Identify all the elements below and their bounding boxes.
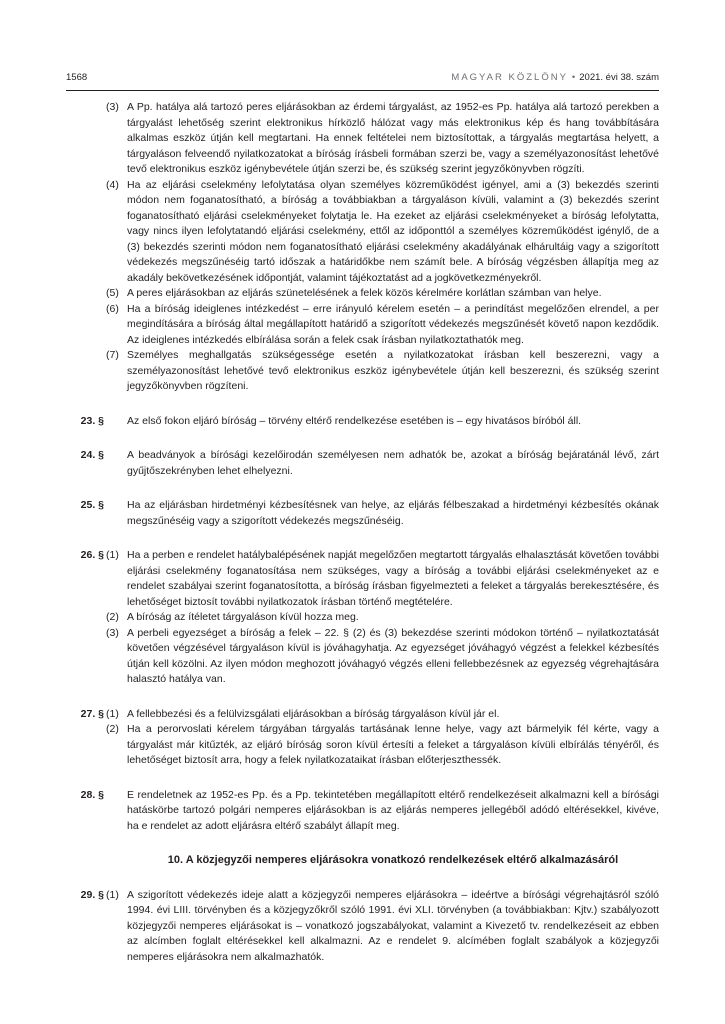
section-25 (66, 498, 659, 529)
paragraph (66, 348, 659, 395)
paragraph (106, 888, 659, 966)
paragraph-text: A szigorított védekezés ideje alatt a közjegyzői nemperes eljárásokra – ideértve a bírósági végrehajtásról szóló 1994. évi LIII. törvényben és a közjegyzőkről szóló 1991. évi XLI. törvényben (a továbbiakban: Kjtv.) szabályozott közjegyzői nemperes eljárásokat is – vonatkozó jogszabályokat, valamint a Kivezető tv. rendelkezéseit az ebben az alcímben foglalt eltérésekkel kell alkalmazni. Az e rendelet 9. alcímében foglalt szabályok a közjegyzői nemperes eljárásokra nem alkalmazhatók. (127, 888, 659, 963)
paragraph-text: Ha a perben e rendelet hatálybalépésének napját megelőzően megtartott tárgyalás elhalasztását követően további eljárási cselekmény foganatosítása nem szükséges, vagy a bíróság a további eljárási cselekményeket az e rendelet szabályai szerint foganatosította, a bíróság írásban figyelmezteti a feleket a tárgyalás berekesztésére, és lehetőséget biztosít további nyilatkozatok írásban történő megtételére. (127, 549, 659, 608)
section-28 (66, 788, 659, 835)
section-24 (66, 448, 659, 479)
section-number: 25. § (80, 499, 104, 511)
paragraph (66, 286, 659, 302)
section-number: 28. § (80, 788, 104, 801)
paragraph-text: Ha a bíróság ideiglenes intézkedést – erre irányuló kérelem esetén – a perindítást megelőzően elrendel, a per megindítására a bíróság által megállapított határidő a szigorított védekezés megszűnését követő napon kezdődik. Az ideiglenes intézkedés elbírálása során a felek csak írásban nyilatkoztathatók meg. (127, 302, 659, 346)
paragraph-text: A perbeli egyezséget a bíróság a felek – 22. § (2) és (3) bekezdése szerinti módokon történő – nyilatkoztatását követően végzésével tárgyaláson kívül is jóváhagyhatja. Az egyezséget jóváhagyó végzést a felekkel kézbesítés útján kell közölni. Az ilyen módon meghozott jóváhagyó végzés elleni fellebbezésnek az egyezség végrehajtására halasztó hatálya van. (127, 626, 659, 685)
section-29 (66, 888, 659, 966)
issue-number: 2021. évi 38. szám (579, 72, 659, 83)
journal-name: MAGYAR KÖZLÖNY (451, 72, 568, 83)
paragraph-text: Ha az eljárási cselekmény lefolytatása olyan személyes közreműködést igényel, ami a (3) bekezdés szerinti módon nem foganatosítható, a bíróság a továbbiakban a tárgyaláson kívüli, valamint a (3) bekezdés szerint foganatosítható eljárási cselekményeket folytatja le. Ha ezeket az eljárási cselekményeket a bíróság lefolytatta, vagy nincs ilyen lefolytatandó eljárási cselekmény, ettől az időponttól a személyes közreműködést igénylő, de a (3) bekezdés szerinti módon nem foganatosítható eljárási cselekmény akadályának elhárultáig vagy a szigorított védekezés megszűnéséig tartó időszak a határidőkbe nem számít bele. A bíróság végzésben állapítja meg az akadály bekövetkezésének időpontját, valamint tájékoztatást ad a jogkövetkezményekről. (127, 178, 659, 284)
section-number: 27. § (80, 707, 104, 720)
paragraph-number: (4) (106, 178, 119, 191)
paragraph (106, 707, 659, 723)
paragraph (106, 722, 659, 769)
journal-info (451, 72, 659, 83)
paragraph-number: (1) (106, 707, 119, 720)
subsection-title: 10. A közjegyzői nemperes eljárásokra vonatkozó rendelkezések eltérő alkalmazásáról (167, 854, 619, 866)
section-number: 23. § (80, 414, 104, 427)
paragraph (106, 626, 659, 688)
paragraph (66, 100, 659, 178)
paragraph-text: Személyes meghallgatás szükségessége esetén a nyilatkozatokat írásban kell beszerezni, vagy a személyazonosítást lehetővé tevő elektronikus eszköz igénybevétele útján kell beszerezni, és szükség szerint jegyzőkönyvben rögzíteni. (127, 349, 659, 392)
paragraph-number: (7) (106, 349, 119, 361)
header-separator: • (571, 72, 576, 83)
page-header (66, 72, 659, 86)
paragraph (106, 548, 659, 610)
paragraph-text: Ha a perorvoslati kérelem tárgyában tárgyalás tartásának lenne helye, vagy azt bármelyik fél kérte, vagy a tárgyalást már kitűzték, az eljáró bíróság soron kívül értesíti a feleket a tárgyaláson kívüli elbírálás tényéről, és lehetőséget biztosít arra, hogy a felek nyilatkozataikat írásban előterjeszthessék. (127, 723, 659, 766)
paragraph-number: (2) (106, 723, 119, 735)
paragraph-number: (5) (106, 287, 119, 299)
paragraph-text: A fellebbezési és a felülvizsgálati eljárásokban a bíróság tárgyaláson kívül jár el. (127, 707, 500, 720)
section-number: 24. § (80, 449, 104, 461)
section-23 (66, 414, 659, 430)
paragraph-number: (3) (106, 101, 119, 113)
paragraph (66, 302, 659, 349)
section-27 (66, 707, 659, 769)
paragraph-text: A bíróság az ítéletet tárgyaláson kívül hozza meg. (127, 611, 359, 623)
paragraph (66, 178, 659, 287)
section-text: Az első fokon eljáró bíróság – törvény eltérő rendelkezése esetében is – egy hivatásos bíróból áll. (127, 414, 582, 427)
paragraph-text: A Pp. hatálya alá tartozó peres eljárásokban az érdemi tárgyalást, az 1952-es Pp. hatálya alá tartozó perekben a tárgyalást lehetőség szerint elektronikus hírközlő hálózat vagy más elektronikus kép és hang továbbítására alkalmas eszköz útján kell megtartani. Ha ennek feltételei nem biztosítottak, a tárgyalás megtartása helyett, a tárgyaláson felveendő nyilatkozatokat a bíróság írásbeli formában szerzi be, vagy a személyazonosítást lehetővé tevő elektronikus eszköz igénybevétele útján szerzi be, és szükség szerint jegyzőkönyvben rögzíti. (127, 101, 659, 175)
section-number: 29. § (80, 888, 104, 901)
paragraph-number: (2) (106, 611, 119, 623)
header-rule (66, 90, 659, 91)
paragraph-number: (1) (106, 549, 119, 561)
section-number: 26. § (80, 549, 104, 561)
document-body (66, 100, 659, 965)
paragraph-text: A peres eljárásokban az eljárás szünetelésének a felek közös kérelmére korlátlan számban van helye. (127, 287, 602, 299)
section-text: A beadványok a bírósági kezelőirodán személyesen nem adhatók be, azokat a bíróság bejáratánál lévő, zárt gyűjtőszekrényben lehet elhelyezni. (127, 449, 659, 477)
paragraph-number: (6) (106, 302, 119, 315)
paragraph-number: (1) (106, 888, 119, 901)
paragraph-number: (3) (106, 626, 119, 639)
paragraph (106, 610, 659, 626)
section-text: E rendeletnek az 1952-es Pp. és a Pp. tekintetében megállapított eltérő rendelkezéseit alkalmazni kell a bírósági hatáskörbe tartozó polgári nemperes eljárásokban is az eljárás nemperes jellegéből adódó eltérésekkel, kivéve, ha e rendelet az adott eljárásra eltérő szabályt állapít meg. (127, 788, 659, 832)
section-26 (66, 548, 659, 688)
section-text: Ha az eljárásban hirdetményi kézbesítésnek van helye, az eljárás félbeszakad a hirdetményi kézbesítés okának megszűnéséig vagy a szigorított védekezés megszűnéséig. (127, 499, 659, 527)
page-number: 1568 (66, 72, 88, 83)
